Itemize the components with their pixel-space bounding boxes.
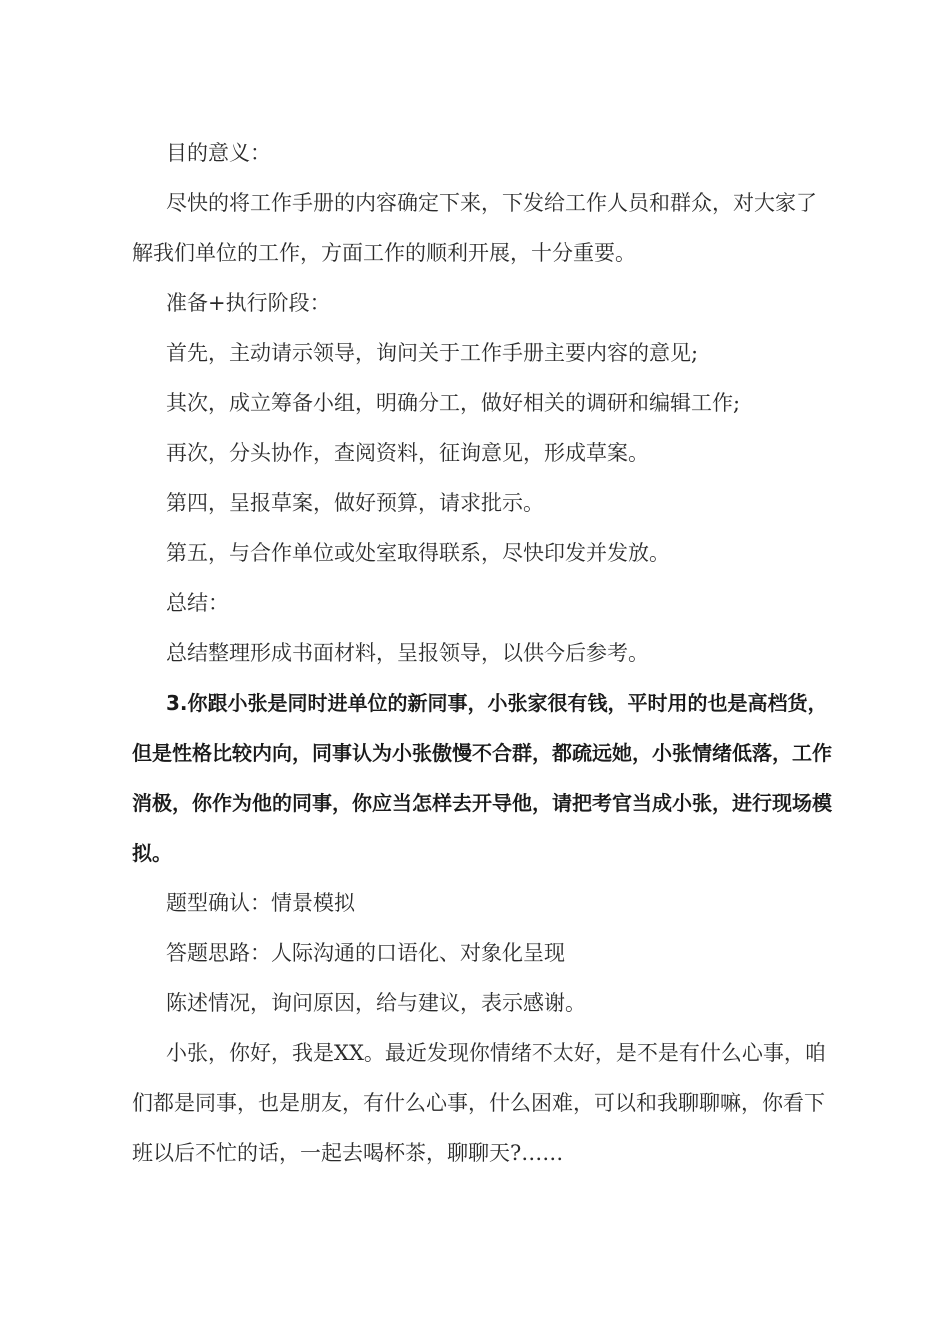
answer-steps: 陈述情况，询问原因，给与建议，表示感谢。 [166,991,586,1015]
step-fourth: 第四，呈报草案，做好预算，请求批示。 [166,491,544,515]
question-3: 3.你跟小张是同时进单位的新同事，小张家很有钱，平时用的也是高档货，但是性格比较内向，同事认为小张傲慢不合群，都疏远她，小张情绪低落，工作消极，你作为他的同事，你应当怎样去开导他，请把考官当成小张，进行现场模拟。 [132,691,832,865]
answer-approach: 答题思路：人际沟通的口语化、对象化呈现 [166,941,565,965]
answer-dialogue: 小张，你好，我是XX。最近发现你情绪不太好，是不是有什么心事，咱们都是同事，也是朋友，有什么心事，什么困难，可以和我聊聊嘛，你看下班以后不忙的话，一起去喝杯茶，聊聊天?…… [132,1041,826,1165]
paragraph-purpose: 尽快的将工作手册的内容确定下来，下发给工作人员和群众，对大家了解我们单位的工作，方面工作的顺利开展，十分重要。 [132,191,817,265]
step-second: 其次，成立筹备小组，明确分工，做好相关的调研和编辑工作; [166,391,741,415]
step-first: 首先，主动请示领导，询问关于工作手册主要内容的意见; [166,341,699,365]
paragraph-summary: 总结整理形成书面材料，呈报领导，以供今后参考。 [166,641,649,665]
section-heading-purpose: 目的意义： [166,141,271,165]
step-fifth: 第五，与合作单位或处室取得联系，尽快印发并发放。 [166,541,670,565]
document-body [132,128,832,1178]
section-heading-prep: 准备+执行阶段： [166,291,331,315]
section-heading-summary: 总结： [166,591,229,615]
answer-type: 题型确认：情景模拟 [166,891,355,915]
step-third: 再次，分头协作，查阅资料，征询意见，形成草案。 [166,441,649,465]
